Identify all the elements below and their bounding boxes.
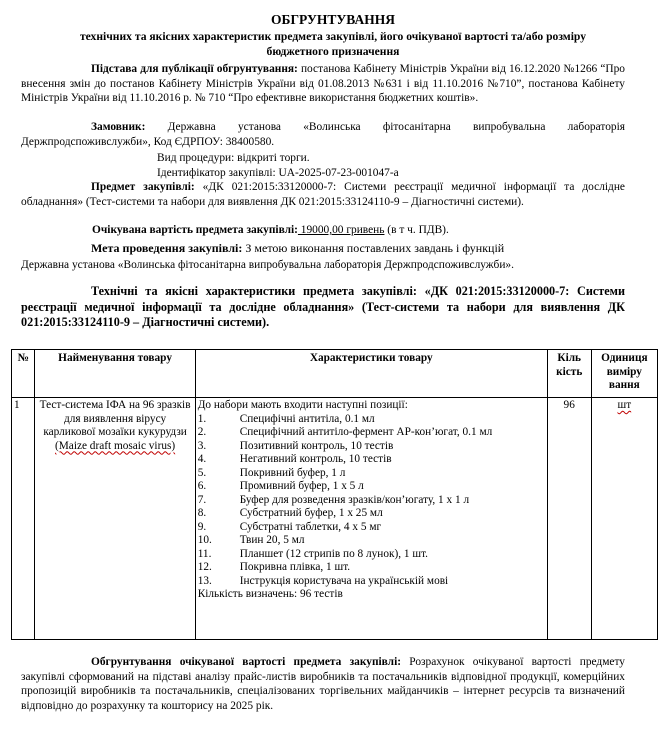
subject-text: «ДК 021:2015:33120000-7: Системи реєстрації медичної інформації та дослідне обладнання» (Тест-системи та набори для виявлення ДК 021:2015:33124110-9 – Діагностичні системи). (21, 181, 625, 208)
list-item-text: Специфічний антитіло-фермент АР-кон’югат, 0.1 мл (239, 426, 493, 438)
list-item (198, 440, 545, 454)
list-item-text: Субстратні таблетки, 4 х 5 мг (239, 520, 382, 533)
goal-label: Мета проведення закупівлі: (91, 241, 243, 255)
row-unit (591, 398, 657, 640)
list-item (198, 575, 545, 589)
goal-text-a: З метою виконання поставлених завдань і функцій (242, 241, 505, 255)
procedure-line: Вид процедури: відкриті торги. (157, 152, 310, 164)
list-item-number: 13. (197, 574, 212, 587)
list-item-number: 5. (197, 466, 207, 479)
list-item-text: Позитивний контроль, 10 тестів (239, 439, 394, 452)
list-item (198, 507, 545, 521)
list-item-number: 8. (197, 507, 207, 519)
list-item-number: 12. (197, 561, 212, 573)
list-item (198, 453, 545, 467)
list-item-number: 1. (197, 412, 207, 425)
items-list (198, 413, 545, 589)
document-subtitle: технічних та якісних характеристик предмета закупівлі, його очікуваної вартості та/або розміру бюджетного призначення (79, 30, 587, 58)
list-item-number: 2. (197, 426, 207, 438)
goal-paragraph (21, 240, 625, 273)
identifier-line: Ідентифікатор закупівлі: UA-2025-07-23-001047-а (157, 167, 399, 179)
basis-label: Підстава для публікації обгрунтування: (91, 63, 298, 75)
subject-paragraph (21, 180, 625, 209)
basis-text: постанова Кабінету Міністрів України від 16.12.2020 №1266 “Про внесення змін до постанов Кабінету Міністрів України від 01.08.2013 №631 і від 11.10.2016 №710”, постанова Кабінету Міністрів України від 11.10.2016 р. № 710 “Про ефективне використання бюджетних коштів». (21, 63, 625, 105)
list-item (198, 548, 545, 562)
list-item-number: 4. (197, 453, 207, 465)
list-item-text: Субстратний буфер, 1 х 25 мл (239, 507, 383, 519)
cost-line (92, 223, 449, 238)
tech-paragraph (21, 284, 625, 331)
list-item-text: Буфер для розведення зразків/кон’югату, 1 х 1 л (239, 493, 470, 506)
list-item (198, 426, 545, 440)
list-item (198, 561, 545, 575)
list-item-text: Покривний буфер, 1 л (239, 466, 346, 479)
list-item-text: Промивний буфер, 1 х 5 л (239, 480, 364, 492)
cost-value: 19000,00 гривень (297, 224, 385, 236)
header-characteristics: Характеристики товару (195, 350, 547, 398)
subject-label: Предмет закупівлі: (91, 181, 195, 193)
list-item (198, 521, 545, 535)
list-item-number: 11. (197, 547, 212, 560)
row-quantity: 96 (547, 398, 591, 640)
list-item-number: 6. (197, 480, 207, 492)
justification-text: Розрахунок очікуваної вартості предмету закупівлі сформований на підставі аналізу прайс-листів виробників та постачальників відповідної продукції, комерційних пропозицій виробників та постачальників, спеціалізованих торгівельних майданчиків – інтернет ресурсів та визначений відповідно до розрахунку та кошторису на 2025 рік. (21, 656, 625, 712)
customer-paragraph (21, 120, 625, 149)
table-row (12, 398, 658, 640)
list-item-number: 10. (197, 534, 212, 546)
list-item (198, 480, 545, 494)
goal-text-b: Державна установа «Волинська фітосанітарна випробувальна лабораторія Держпродспоживслужби». (21, 259, 514, 271)
list-item (198, 534, 545, 548)
list-item-text: Твин 20, 5 мл (239, 534, 305, 546)
list-item-number: 3. (197, 439, 207, 452)
customer-label: Замовник: (91, 121, 146, 133)
tech-label: Технічні та якісні характеристики предмета закупівлі: (91, 284, 417, 298)
justification-paragraph (21, 655, 625, 713)
document-title: ОБГРУНТУВАННЯ (271, 12, 395, 27)
list-item-text: Специфічні антитіла, 0.1 мл (239, 412, 375, 425)
list-item-number: 7. (197, 493, 207, 506)
customer-text: Державна установа «Волинська фітосанітарна випробувальна лабораторія Держпродспоживслужби», Код ЄДРПОУ: 38400580. (21, 121, 625, 148)
cost-suffix: (в т ч. ПДВ). (384, 224, 449, 236)
row-name-latin: (Maize draft mosaic virus) (55, 439, 176, 452)
basis-paragraph (21, 62, 625, 106)
table-header-row (12, 350, 658, 398)
list-item (198, 467, 545, 481)
list-item-text: Негативний контроль, 10 тестів (239, 453, 392, 465)
header-quantity: Кіль кість (547, 350, 591, 398)
header-name: Найменування товару (35, 350, 195, 398)
spec-table (11, 349, 658, 640)
list-item-text: Інструкція користувача на українській мові (239, 574, 449, 587)
row-name-main: Тест-система ІФА на 96 зразків для виявлення вірусу карликової мозаїки кукурудзи (39, 399, 191, 438)
list-item (198, 413, 545, 427)
list-item-text: Покривна плівка, 1 шт. (239, 561, 351, 573)
tech-text: «ДК 021:2015:33120000-7: Системи реєстрації медичної інформації та дослідне обладнання» (Тест-системи та набори для виявлення ДК 021:2015:33124110-9 – Діагностичні системи). (21, 284, 625, 330)
items-outro: Кількість визначень: 96 тестів (197, 588, 343, 600)
list-item-number: 9. (197, 520, 207, 533)
row-number: 1 (12, 398, 35, 640)
justification-label: Обгрунтування очікуваної вартості предмета закупівлі: (91, 656, 402, 668)
row-characteristics (195, 398, 547, 640)
cost-label: Очікувана вартість предмета закупівлі: (92, 224, 298, 236)
header-number: № (12, 350, 35, 398)
header-unit: Одиниця виміру вання (591, 350, 657, 398)
row-name (35, 398, 195, 640)
list-item (198, 494, 545, 508)
list-item-text: Планшет (12 стрипів по 8 лунок), 1 шт. (239, 547, 428, 560)
row-unit-value: шт (617, 399, 632, 411)
items-intro: До набори мають входити наступні позиції: (197, 399, 408, 411)
